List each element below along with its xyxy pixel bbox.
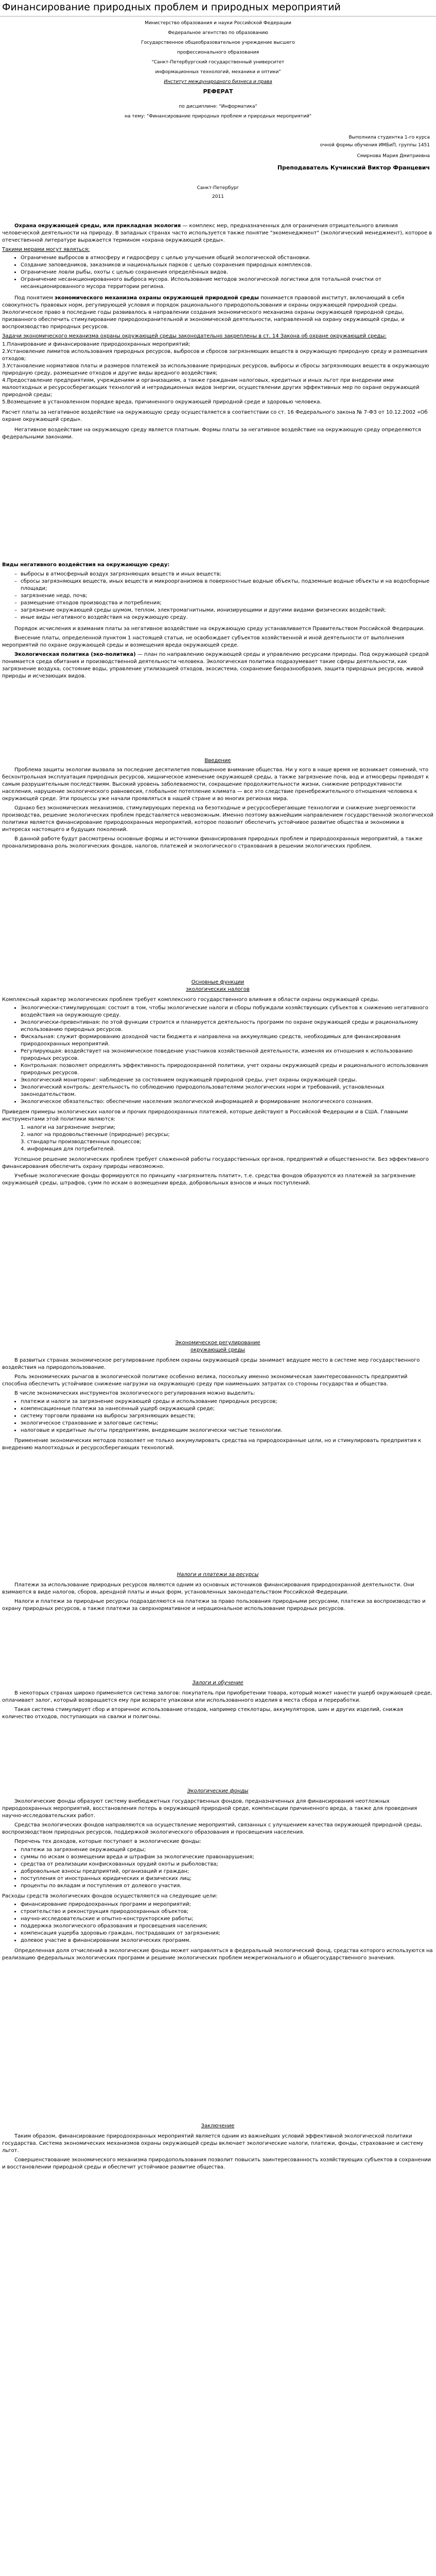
paragraph: В числе экономических инструментов экологического регулирования можно выделить: <box>14 1391 255 1396</box>
list-item: • платежи и налоги за загрязнение окружающей среды и использование природных ресурсов; <box>21 1398 433 1405</box>
list-item: • поддержка экологического образования и просвещения населения; <box>21 1923 433 1930</box>
paragraph: Учебные экологические фонды формируются по принципу «загрязнитель платит», т.е. средства фондов образуются из платежей за загрязнение окружающей среды, штрафов, сумм по искам о возмещении вреда, добровольных взносов и иных поступлений. <box>2 1173 416 1186</box>
list-item: • долевое участие в финансировании экологических программ. <box>21 1937 433 1944</box>
list-item: • Контрольная: позволяет определять эффективность природоохранной политики, учет охраны окружающей среды и рационального использования природных ресурсов. <box>21 1062 433 1077</box>
functions-list <box>2 1005 433 1106</box>
paragraph: Применение экономических методов позволяет не только аккумулировать средства на природоохранные цели, но и стимулировать предприятия к внедрению малоотходных и ресурсосберегающих технологий. <box>2 1438 422 1451</box>
mechanism-paragraph <box>2 295 433 331</box>
tasks-title: Задачи экономического механизма охраны окружающей среды законодательно закреплены в ст. 14 Закона об охране окружающей среды: <box>2 333 387 339</box>
section-heading: Залоги и обучение <box>192 1680 243 1686</box>
paragraph: Экологические фонды образуют систему внебюджетных государственных фондов, предназначенных для финансирования неотложных природоохранных мероприятий, восстановления потерь в окружающей природной среде, компенсации причиненного вреда, а также для проведения научно-исследовательских работ. <box>2 1799 417 1819</box>
paragraph: Перечень тех доходов, которые поступают в экологические фонды: <box>14 1839 201 1844</box>
paragraph: Такая система стимулирует сбор и вторичное использование отходов, например стеклотары, аккумуляторов, шин и других изделий, снижая количество отходов, поступающих на свалки и полигоны. <box>2 1707 404 1720</box>
city: Санкт-Петербург <box>197 185 239 191</box>
introduction-section <box>2 757 433 850</box>
discipline: по дисциплине: "Информатика" <box>179 104 257 109</box>
teacher: Преподаватель Кучинский Виктор Францевич <box>277 164 430 171</box>
eco-policy-paragraph <box>2 651 433 680</box>
task-item: 3.Установление нормативов платы и размеров платежей за использование природных ресурсов, выбросы и сбросы загрязняющих веществ в окружающую природную среду, размещение отходов и другие виды вредного воздействия; <box>2 363 429 376</box>
section-heading: Экологические фонды <box>187 1788 249 1794</box>
tools-list <box>2 1124 433 1153</box>
task-item: 2.Установление лимитов использования природных ресурсов, выбросов и сбросов загрязняющих веществ в окружающую природную среду и размещения отходов; <box>2 349 428 362</box>
list-item: • средства от реализации конфискованных орудий охоты и рыболовства; <box>21 1861 433 1868</box>
year: 2011 <box>212 194 224 199</box>
intro-section <box>2 223 433 441</box>
list-item: 3. стандарты производственных процессов; <box>21 1139 142 1145</box>
section-heading: Введение <box>204 758 231 764</box>
paragraph: Расходы средств экологических фондов осуществляются на следующие цели: <box>2 1893 218 1899</box>
list-item: • научно-исследовательские и опытно-конструкторские работы; <box>21 1916 433 1923</box>
list-item: • экологическое страхование и залоговые системы; <box>21 1420 433 1427</box>
paragraph: Приведем примеры экологических налогов и прочих природоохранных платежей, которые действуют в Российской Федерации и в США. Главными инструментами этой политики являются: <box>2 1109 408 1122</box>
list-item: – загрязнение недр, почв; <box>21 592 433 600</box>
section-heading: Экономическое регулирование <box>175 1340 260 1346</box>
list-item: • суммы по искам о возмещении вреда и штрафам за экологические правонарушения; <box>21 1854 433 1861</box>
list-item: • платежи за загрязнение окружающей среды; <box>21 1846 433 1854</box>
institution-type: Государственное общеобразовательное учреждение высшего <box>141 40 295 45</box>
instruments-list <box>2 1398 433 1434</box>
list-item: • Регулирующая: воздействует на экономическое поведение участников хозяйственной деятельности, изменяя их отношения к использованию природных ресурсов. <box>21 1048 433 1062</box>
list-item: • Экологический мониторинг: наблюдение за состоянием окружающей природной среды, учет охраны окружающей среды. <box>21 1077 433 1084</box>
list-item: – размещение отходов производства и потребления; <box>21 600 433 607</box>
section-subheading: окружающей среды <box>190 1347 246 1353</box>
paragraph: Налоги и платежи за природные ресурсы подразделяются на платежи за право пользования природными ресурсами, платежи за воспроизводство и охрану природных ресурсов, а также платежи за сверхнормативное и нерациональное использование природных ресурсов. <box>2 1599 426 1612</box>
eco-policy-term: Экологическая политика (эко-политика) <box>14 652 136 657</box>
taxes-section <box>2 1571 433 1613</box>
list-item: • компенсационные платежи за нанесенный ущерб окружающей среде; <box>21 1405 433 1413</box>
list-item: • строительство и реконструкция природоохранных объектов; <box>21 1908 433 1916</box>
paragraph: Комплексный характер экологических проблем требует комплексного государственного влияния в области охраны окружающей среды. <box>2 997 379 1003</box>
section-heading: Основные функции <box>191 979 245 985</box>
impact-paragraph: Порядок исчисления и взимания платы за негативное воздействие на окружающую среду устанавливается Правительством Российской Федерации. <box>14 626 425 632</box>
list-item: • систему торговли правами на выбросы загрязняющих веществ; <box>21 1413 433 1420</box>
list-item: 2. налог на продовольственные (природные) ресурсы; <box>21 1132 170 1138</box>
paragraph: В развитых странах экономическое регулирование проблем охраны окружающей среды занимает ведущее место в системе мер государственного воздействия на природопользование. <box>2 1358 420 1370</box>
impact-paragraph: Внесение платы, определенной пунктом 1 настоящей статьи, не освобождает субъектов хозяйственной и иной деятельности от выполнения мероприятий по охране окружающей среды и возмещения вреда окружающей среде. <box>2 635 405 648</box>
income-list <box>2 1846 433 1890</box>
paragraph: Платежи за использование природных ресурсов являются одним из основных источников финансирования природоохранной деятельности. Они взимаются в виде налогов, сборов, арендной платы и иных форм, установленных законодательством Российской Федерации. <box>2 1582 414 1595</box>
document-type: РЕФЕРАТ <box>203 88 233 95</box>
list-item: • Ограничение ловли рыбы, охоты с целью сохранения определённых видов. <box>21 269 433 276</box>
faculty: Институт международного бизнеса и права <box>164 79 272 84</box>
list-item: • поступления от иностранных юридических и физических лиц; <box>21 1875 433 1883</box>
page-title: Финансирование природных проблем и природных мероприятий <box>0 0 436 16</box>
calculation-paragraph: Расчет платы за негативное воздействие на окружающую среду осуществляется в соответствии со ст. 16 Федерального закона № 7-ФЗ от 10.12.2002 «Об охране окружающей среды». <box>2 410 428 422</box>
intro-term: Охрана окружающей среды, или прикладная экология <box>14 223 181 229</box>
list-item: • налоговые и кредитные льготы предприятиям, внедряющим экологически чистые технологии. <box>21 1427 433 1434</box>
paragraph: Таким образом, финансирование природоохранных мероприятий является одним из важнейших условий эффективной экологической политики государства. Система экономических механизмов охраны окружающей среды включает экологические налоги, платежи, фонды, страхование и систему льгот. <box>2 2133 424 2154</box>
paragraph: Успешное решение экологических проблем требует слаженной работы государственных органов, предприятий и общественности. Без эффективного финансирования обеспечить охрану природы невозможно. <box>2 1157 429 1170</box>
list-item: – сбросы загрязняющих веществ, иных веществ и микроорганизмов в поверхностные водные объекты, подземные водные объекты и на водосборные площади; <box>21 578 433 592</box>
section-heading: Налоги и платежи за ресурсы <box>177 1572 259 1578</box>
list-item: 4. информация для потребителей. <box>21 1146 115 1152</box>
university-2: информационных технологий, механики и оптики" <box>155 70 281 75</box>
student-label: Выполнила студентка 1-го курса <box>348 135 430 140</box>
list-item: • добровольные взносы предприятий, организаций и граждан; <box>21 1868 433 1875</box>
intro-paragraph <box>2 223 433 244</box>
measures-list <box>2 255 433 291</box>
paragraph: Определенная доля отчислений в экологические фонды может направляться в федеральный экологический фонд, средства которого используются на реализацию федеральных экологических программ и решение экологических проблем межрегионального и общегосударственного значения. <box>2 1948 433 1961</box>
impact-section <box>2 562 433 680</box>
agency: Федеральное агентство по образованию <box>168 30 268 36</box>
student-line: очной формы обучения ИМБиП, группы 1451 <box>320 143 430 148</box>
measures-title: Такими мерами могут являться: <box>2 247 90 252</box>
paragraph: Однако без экономических механизмов, стимулирующих переход на безотходные и ресурсосберегающие технологии и снижение энергоемкости производства, решение экологических проблем представляется невозможным. Именно поэтому важнейшим направлением государственной экологической политики является финансирование природоохранных мероприятий, которое позволит обеспечить устойчивое развитие общества и экономики в интересах настоящего и будущих поколений. <box>2 805 434 833</box>
list-item: – загрязнение окружающей среды шумом, теплом, электромагнитными, ионизирующими и другими видами физических воздействий; <box>21 607 433 614</box>
task-item: 4.Предоставление предприятиям, учреждениям и организациям, а также гражданам налоговых, кредитных и иных льгот при внедрении ими малоотходных и ресурсосберегающих технологий и нетрадиционных видов энергии, осуществлении других эффективных мер по охране окружающей природной среды; <box>2 378 420 398</box>
list-item: • Экологическое обязательство: обеспечение населения экологической информацией и формирование экологического сознания. <box>21 1098 433 1106</box>
payment-paragraph: Негативное воздействие на окружающую среду является платным. Формы платы за негативное воздействие на окружающую среду определяются федеральными законами. <box>2 427 421 440</box>
functions-section <box>2 979 433 1187</box>
list-item: • Экологически-превентивная: по этой функции строится и планируется деятельность программ по охране окружающей среды и рациональному использованию природных ресурсов. <box>21 1019 433 1033</box>
section-subheading: экологических налогов <box>186 987 250 992</box>
university: "Санкт-Петербургский государственный университет <box>151 60 285 65</box>
mechanism-term: экономического механизма охраны окружающей природной среды <box>55 295 259 301</box>
uses-list <box>2 1901 433 1944</box>
paragraph: Совершенствование экономического механизма природопользования позволит повысить заинтересованность хозяйствующих субъектов в сохранении и восстановлении природной среды и обеспечит устойчивое развитие общества. <box>2 2157 431 2170</box>
title-page <box>0 19 436 200</box>
list-item: • Фискальная: служит формированию доходной части бюджета и направлена на аккумуляцию средств, необходимых для финансирования природоохранных мероприятий. <box>21 1033 433 1048</box>
conclusion-section <box>2 2123 433 2171</box>
impact-heading: Виды негативного воздействия на окружающую среду: <box>2 562 170 568</box>
mechanism-rest: понимается правовой институт, включающий в себя совокупность правовых норм, регулирующей условия и порядок рационального природопользования и охраны окружающей природной среды. Экологическое право в последние годы развивалось в направлении создания экономического механизма охраны окружающей природной среды, призванного обеспечить стимулирование природоохранительной и экономической деятельности, направленной на охрану окружающей среды, и воспроизводство природных ресурсов. <box>2 295 405 330</box>
list-item: • финансирование природоохранных программ и мероприятий; <box>21 1901 433 1908</box>
list-item: • Создание заповедников, заказников и национальных парков с целью сохранения природных комплексов. <box>21 262 433 269</box>
list-item: • Ограничение несанкционированного выброса мусора. Использование методов экологической логистики для тотальной очистки от несанкционированного мусора территории региона. <box>21 276 433 291</box>
deposits-section <box>2 1680 433 1721</box>
institution-type-2: профессионального образования <box>177 50 259 55</box>
intro-definition: — комплекс мер, предназначенных для ограничения отрицательного влияния человеческой деятельности на природу. В западных странах часто используется также понятие "экоменеджмент" (экологический менеджмент), которое в отечественной литературе выражается термином «охрана окружающей среды». <box>2 223 432 243</box>
list-item: • Экологический контроль: деятельность по соблюдению природопользователями экологических норм и требований, установленных законодательством. <box>21 1084 433 1098</box>
task-item: 5.Возмещение в установленном порядке вреда, причиненного окружающей природной среде и здоровью человека. <box>2 399 322 405</box>
eco-policy-definition: — план по направлению окружающей среды и управлению ресурсами природы. Под окружающей средой понимается среда обитания и производственной деятельности человека. Экологическая политика подразумевает такие сферы деятельности, как загрязнение воздуха, состояние воды, управление утилизацией отходов, экосистема, сохранение биоразнообразия, защита природных ресурсов, живой природы и исчезающих видов. <box>2 652 429 679</box>
paragraph: В данной работе будут рассмотрены основные формы и источники финансирования природных проблем и природоохранных мероприятий, а также проанализирована роль экологических фондов, налогов, платежей и экологического страхования в решении экологических проблем. <box>2 836 423 849</box>
list-item: • компенсация ущерба здоровью граждан, пострадавших от загрязнения; <box>21 1930 433 1937</box>
paragraph: В некоторых странах широко применяется система залогов: покупатель при приобретении товара, который может нанести ущерб окружающей среде, оплачивает залог, который возвращается ему при возврате упаковки или использованного изделия в места сбора и переработки. <box>2 1690 432 1703</box>
paragraph: Проблема защиты экологии вызвала за последние десятилетия повышенное внимание общества. Ни у кого в наше время не возникает сомнений, что бесконтрольная эксплуатация природных ресурсов, хищническое изменение окружающей среды, а также загрязнение почв, вод и атмосферы приводят к самым разрушительным последствиям. Высокий уровень заболеваемости, сокращение продолжительности жизни, снижение репродуктивности населения, нарушение экологического равновесия, глобальное потепление климата — все это следствие пренебрежительного отношения человека к окружающей среде. Эти процессы уже начали проявляться в нашей стране и во многих регионах мира. <box>2 767 429 802</box>
ministry: Министерство образования и науки Российской Федерации <box>145 21 291 26</box>
list-item: • Ограничение выбросов в атмосферу и гидросферу с целью улучшения общей экологической обстановки. <box>21 255 433 262</box>
section-heading: Заключение <box>201 2123 235 2129</box>
list-item: • проценты по вкладам и поступления от долевого участия. <box>21 1883 433 1890</box>
mechanism-pre: Под понятием <box>14 295 55 301</box>
ecofunds-section <box>2 1788 433 1962</box>
regulation-section <box>2 1340 433 1452</box>
impact-list <box>2 571 433 621</box>
topic: на тему: "Финансирование природных проблем и природных мероприятий" <box>125 114 311 119</box>
paragraph: Роль экономических рычагов в экологической политике особенно велика, поскольку именно экономическая заинтересованность предприятий способна обеспечить устойчивое снижение нагрузки на окружающую среду при наименьших затратах со стороны государства и общества. <box>2 1374 408 1387</box>
list-item: – выбросы в атмосферный воздух загрязняющих веществ и иных веществ; <box>21 571 433 578</box>
paragraph: Средства экологических фондов направляются на осуществление мероприятий, связанных с улучшением качества окружающей природной среды, воспроизводством природных ресурсов, поддержкой экологического образования и просвещения населения. <box>2 1822 423 1835</box>
task-item: 1.Планирование и финансирование природоохранных мероприятий; <box>2 342 190 347</box>
student-name: Смирнова Мария Дмитриевна <box>357 154 430 159</box>
list-item: – иные виды негативного воздействия на окружающую среду. <box>21 614 433 621</box>
list-item: • Экологически-стимулирующая: состоит в том, чтобы экологические налоги и сборы побуждали хозяйствующих субъектов к снижению негативного воздействия на окружающую среду. <box>21 1005 433 1019</box>
list-item: 1. налоги на загрязнение энергии; <box>21 1125 116 1130</box>
